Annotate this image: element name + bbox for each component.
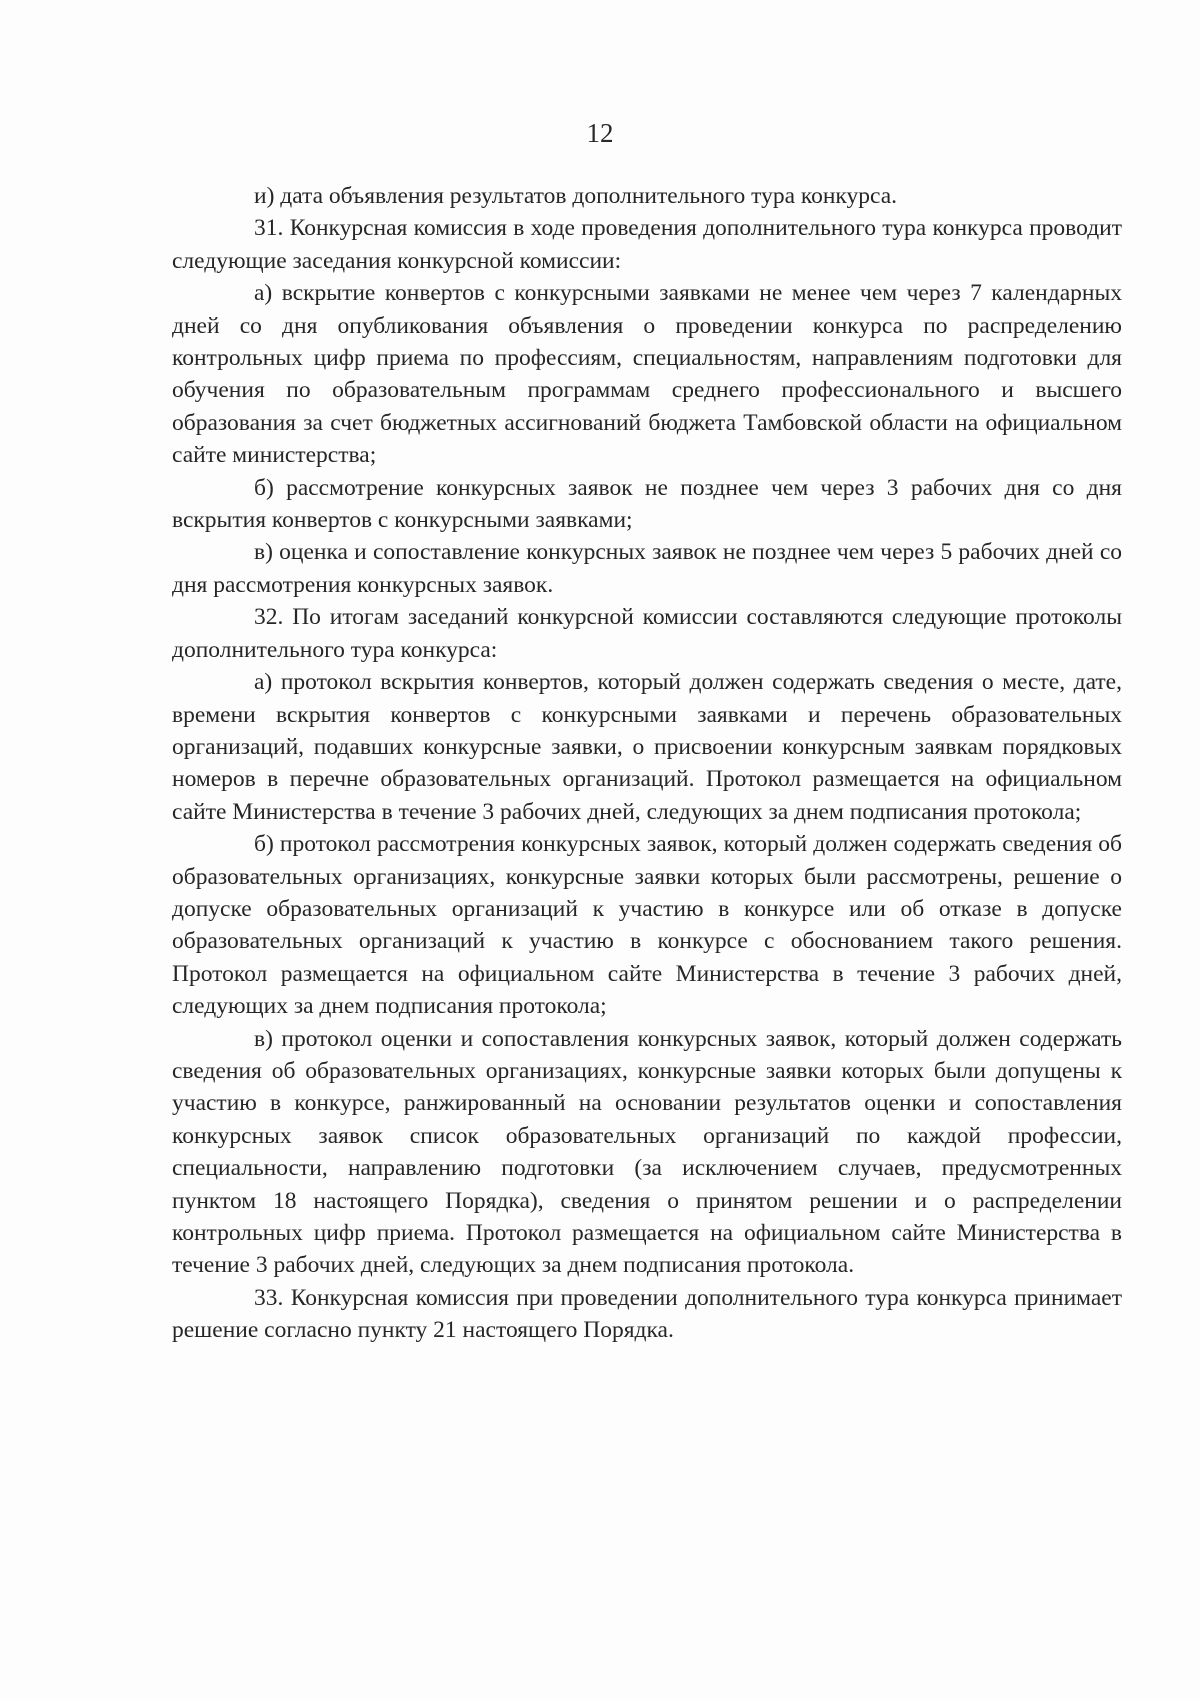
paragraph-item-i: и) дата объявления результатов дополнительного тура конкурса.: [254, 183, 898, 209]
paragraph-31-b: б) рассмотрение конкурсных заявок не позднее чем через 3 рабочих дня со дня вскрытия конвертов с конкурсными заявками;: [172, 474, 1122, 534]
paragraph-31-a: а) вскрытие конвертов с конкурсными заявками не менее чем через 7 календарных дней со дня опубликования объявления о проведении конкурса по распределению контрольных цифр приема по профессиям, специальностям, направлениям подготовки для обучения по образовательным программам среднего профессионального и высшего образования за счет бюджетных ассигнований бюджета Тамбовской области на официальном сайте министерства;: [172, 280, 1122, 469]
paragraph-31-v: в) оценка и сопоставление конкурсных заявок не позднее чем через 5 рабочих дней со дня рассмотрения конкурсных заявок.: [172, 539, 1122, 598]
document-body: [172, 180, 1122, 1347]
paragraph-33: 33. Конкурсная комиссия при проведении дополнительного тура конкурса принимает решение согласно пункту 21 настоящего Порядка.: [172, 1284, 1122, 1344]
paragraph-32-v: в) протокол оценки и сопоставления конкурсных заявок, который должен содержать сведения об образовательных организациях, конкурсные заявки которых были допущены к участию в конкурсе, ранжированный на основании результатов оценки и сопоставления конкурсных заявок список образовательных организаций по каждой профессии, специальности, направлению подготовки (за исключением случаев, предусмотренных пунктом 18 настоящего Порядка), сведения о принятом решении и о распределении контрольных цифр приема. Протокол размещается на официальном сайте Министерства в течение 3 рабочих дней, следующих за днем подписания протокола.: [172, 1025, 1122, 1279]
page-number: 12: [586, 118, 614, 148]
paragraph-32-b: б) протокол рассмотрения конкурсных заявок, который должен содержать сведения об образовательных организациях, конкурсные заявки которых были рассмотрены, решение о допуске образовательных организаций к участию в конкурсе или об отказе в допуске образовательных организаций к участию в конкурсе с обоснованием такого решения. Протокол размещается на официальном сайте Министерства в течение 3 рабочих дней, следующих за днем подписания протокола;: [172, 831, 1122, 1020]
paragraph-32-a: а) протокол вскрытия конвертов, который должен содержать сведения о месте, дате, времени вскрытия конвертов с конкурсными заявками и перечень образовательных организаций, подавших конкурсные заявки, о присвоении конкурсным заявкам порядковых номеров в перечне образовательных организаций. Протокол размещается на официальном сайте Министерства в течение 3 рабочих дней, следующих за днем подписания протокола;: [172, 669, 1122, 825]
paragraph-31: 31. Конкурсная комиссия в ходе проведения дополнительного тура конкурса проводит следующие заседания конкурсной комиссии:: [172, 215, 1122, 274]
paragraph-32: 32. По итогам заседаний конкурсной комиссии составляются следующие протоколы дополнительного тура конкурса:: [172, 604, 1122, 663]
